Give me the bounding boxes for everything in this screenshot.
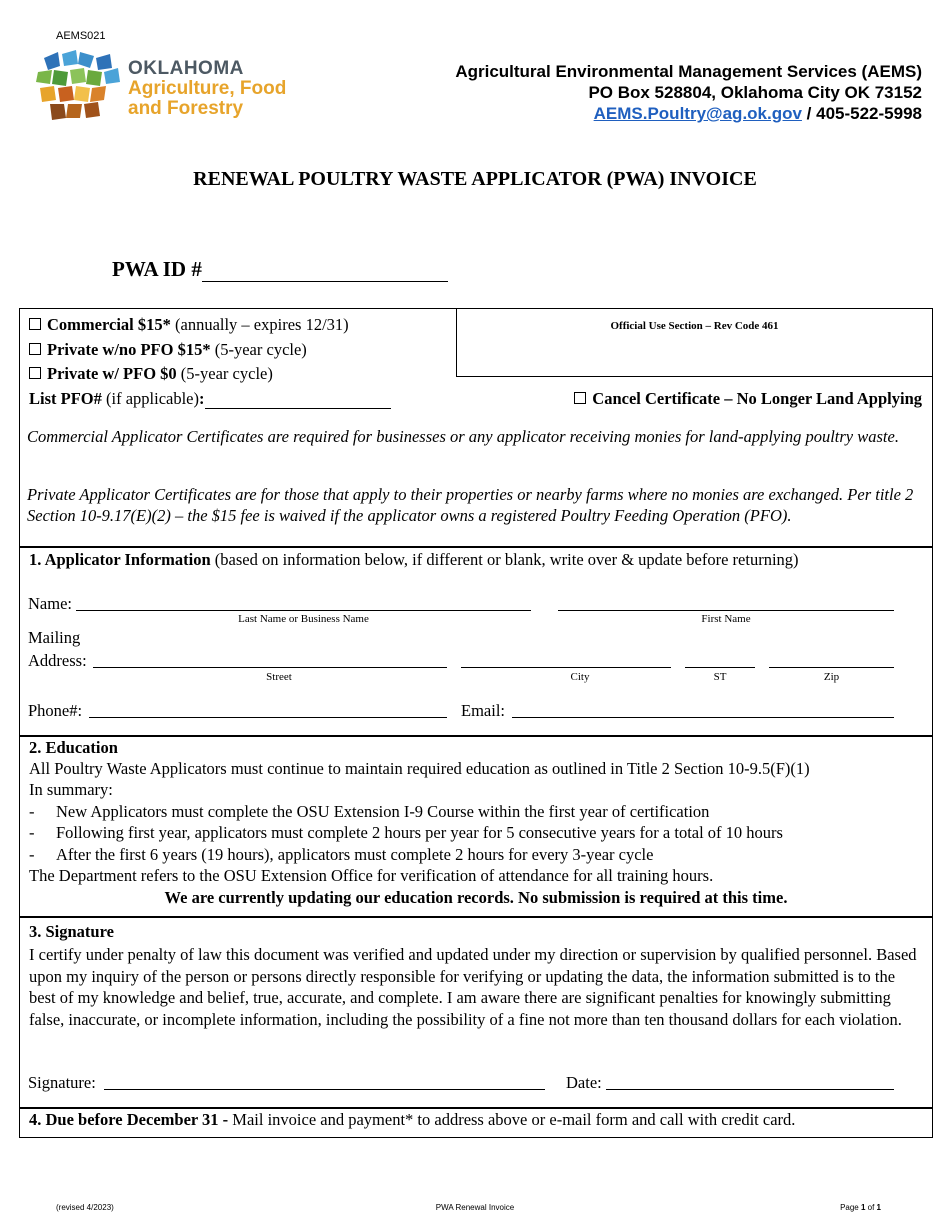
- logo-line-3: and Forestry: [128, 98, 244, 119]
- agency-address: PO Box 528804, Oklahoma City OK 73152: [588, 83, 922, 102]
- date-label: Date:: [566, 1073, 602, 1092]
- city-caption: City: [570, 671, 590, 683]
- agency-header: [455, 61, 922, 124]
- street-input[interactable]: [93, 667, 447, 668]
- footer-title: PWA Renewal Invoice: [435, 1203, 515, 1212]
- commercial-checkbox[interactable]: [29, 318, 41, 330]
- education-notice: We are currently updating our education records. No submission is required at this time.: [164, 888, 788, 907]
- list-pfo-rest: (if applicable): [101, 389, 199, 408]
- option-private-no-pfo[interactable]: [29, 340, 307, 360]
- zip-input[interactable]: [769, 667, 894, 668]
- last-name-input[interactable]: [76, 610, 531, 611]
- name-label: Name:: [28, 594, 72, 613]
- phone-input[interactable]: [89, 717, 447, 718]
- page-prefix: Page: [840, 1203, 861, 1212]
- last-name-caption: Last Name or Business Name: [238, 613, 369, 625]
- section3-heading: 3. Signature: [29, 922, 114, 941]
- signature-input[interactable]: [104, 1089, 545, 1090]
- section4-body: Mail invoice and payment* to address above or e-mail form and call with credit card.: [228, 1110, 796, 1129]
- section4-text: [29, 1110, 795, 1130]
- footer-page: [840, 1203, 881, 1212]
- agency-contact: [455, 103, 922, 124]
- page-number: 1: [860, 1203, 866, 1212]
- city-input[interactable]: [461, 667, 671, 668]
- education-bullet-1: - New Applicators must complete the OSU Extension I-9 Course within the first year of certification: [29, 802, 710, 821]
- state-caption: ST: [713, 671, 727, 683]
- education-line-1: All Poultry Waste Applicators must continue to maintain required education as outlined in Title 2 Section 10-9.5(F)(1): [29, 759, 810, 778]
- private-no-pfo-checkbox[interactable]: [29, 343, 41, 355]
- footer-revised: (revised 4/2023): [56, 1203, 114, 1212]
- cancel-label: Cancel Certificate – No Longer Land Applying: [592, 389, 922, 408]
- logo-line-2: Agriculture, Food: [128, 78, 287, 99]
- option-rest: (annually – expires 12/31): [170, 315, 349, 334]
- state-input[interactable]: [685, 667, 755, 668]
- agency-phone: 405-522-5998: [816, 104, 922, 123]
- option-private-pfo[interactable]: [29, 364, 273, 384]
- zip-caption: Zip: [823, 671, 840, 683]
- signature-label: Signature:: [28, 1073, 96, 1092]
- agency-email-link[interactable]: AEMS.Poultry@ag.ok.gov: [593, 104, 802, 123]
- list-pfo-colon: :: [199, 389, 205, 408]
- agency-name: Agricultural Environmental Management Services (AEMS): [455, 62, 922, 81]
- pwa-id-field: [112, 257, 448, 282]
- option-rest: (5-year cycle): [176, 364, 273, 383]
- section4-heading: 4. Due before December 31 -: [29, 1110, 229, 1129]
- education-bullet-3: - After the first 6 years (19 hours), applicators must complete 2 hours for every 3-year cycle: [29, 845, 654, 864]
- page-mid: of: [865, 1203, 877, 1212]
- email-input[interactable]: [512, 717, 894, 718]
- option-rest: (5-year cycle): [210, 340, 307, 359]
- option-bold: Private w/no PFO $15*: [47, 340, 211, 359]
- logo-text: [128, 59, 286, 119]
- pwa-id-input[interactable]: [202, 263, 448, 282]
- bullet-text: New Applicators must complete the OSU Extension I-9 Course within the first year of certification: [56, 802, 710, 821]
- commercial-note: Commercial Applicator Certificates are required for businesses or any applicator receiving monies for land-applying poultry waste.: [27, 427, 899, 446]
- list-pfo-field: [29, 389, 391, 409]
- date-input[interactable]: [606, 1089, 894, 1090]
- first-name-input[interactable]: [558, 610, 894, 611]
- private-note: Private Applicator Certificates are for those that apply to their properties or nearby farms where no monies are exchanged. Per title 2 Section 10-9.17(E)(2) – the $15 fee is waived if the applicator owns a registered Poultry Feeding Operation (PFO).: [27, 485, 914, 525]
- address-label: Address:: [28, 651, 87, 670]
- education-line-2: In summary:: [29, 780, 113, 799]
- official-use-section: [456, 308, 932, 377]
- email-label: Email:: [461, 701, 505, 720]
- list-pfo-input[interactable]: [205, 392, 391, 409]
- section1-title: 1. Applicator Information: [29, 550, 211, 569]
- option-commercial[interactable]: [29, 315, 349, 335]
- option-bold: Commercial $15*: [47, 315, 171, 334]
- first-name-caption: First Name: [701, 613, 751, 625]
- cancel-certificate-option[interactable]: [574, 389, 922, 409]
- page-title: RENEWAL POULTRY WASTE APPLICATOR (PWA) INVOICE: [193, 168, 757, 190]
- oklahoma-logo-icon: [36, 50, 122, 122]
- bullet-text: Following first year, applicators must complete 2 hours per year for 5 consecutive years for a total of 10 hours: [56, 823, 783, 842]
- education-bullet-2: - Following first year, applicators must complete 2 hours per year for 5 consecutive years for a total of 10 hours: [29, 823, 783, 842]
- logo-line-1: OKLAHOMA: [128, 58, 244, 79]
- section1-note: (based on information below, if different or blank, write over & update before returning): [210, 550, 799, 569]
- pwa-id-label: PWA ID #: [112, 257, 202, 281]
- cancel-checkbox[interactable]: [574, 392, 586, 404]
- bullet-text: After the first 6 years (19 hours), applicators must complete 2 hours for every 3-year cycle: [56, 845, 654, 864]
- phone-label: Phone#:: [28, 701, 83, 720]
- section1-heading: [29, 550, 799, 570]
- list-pfo-bold: List PFO#: [29, 389, 102, 408]
- page-total: 1: [876, 1203, 881, 1212]
- official-use-label: Official Use Section – Rev Code 461: [610, 320, 779, 332]
- certification-text: I certify under penalty of law this document was verified and updated under my direction or supervision by qualified personnel. Based upon my inquiry of the person or persons directly responsible for verifying or updating the data, the information submitted is to the best of my knowledge and belief, true, accurate, and complete. I am aware there are significant penalties for knowingly submitting false, inaccurate, or incomplete information, including the possibility of a fine not more than ten thousand dollars for each violation.: [29, 945, 917, 1029]
- education-line-3: The Department refers to the OSU Extension Office for verification of attendance for all training hours.: [29, 866, 714, 885]
- option-bold: Private w/ PFO $0: [47, 364, 177, 383]
- contact-separator: /: [801, 104, 817, 123]
- street-caption: Street: [266, 671, 292, 683]
- private-pfo-checkbox[interactable]: [29, 367, 41, 379]
- section2-heading: 2. Education: [29, 738, 118, 757]
- mailing-label: Mailing: [28, 628, 81, 647]
- form-code: AEMS021: [56, 30, 106, 42]
